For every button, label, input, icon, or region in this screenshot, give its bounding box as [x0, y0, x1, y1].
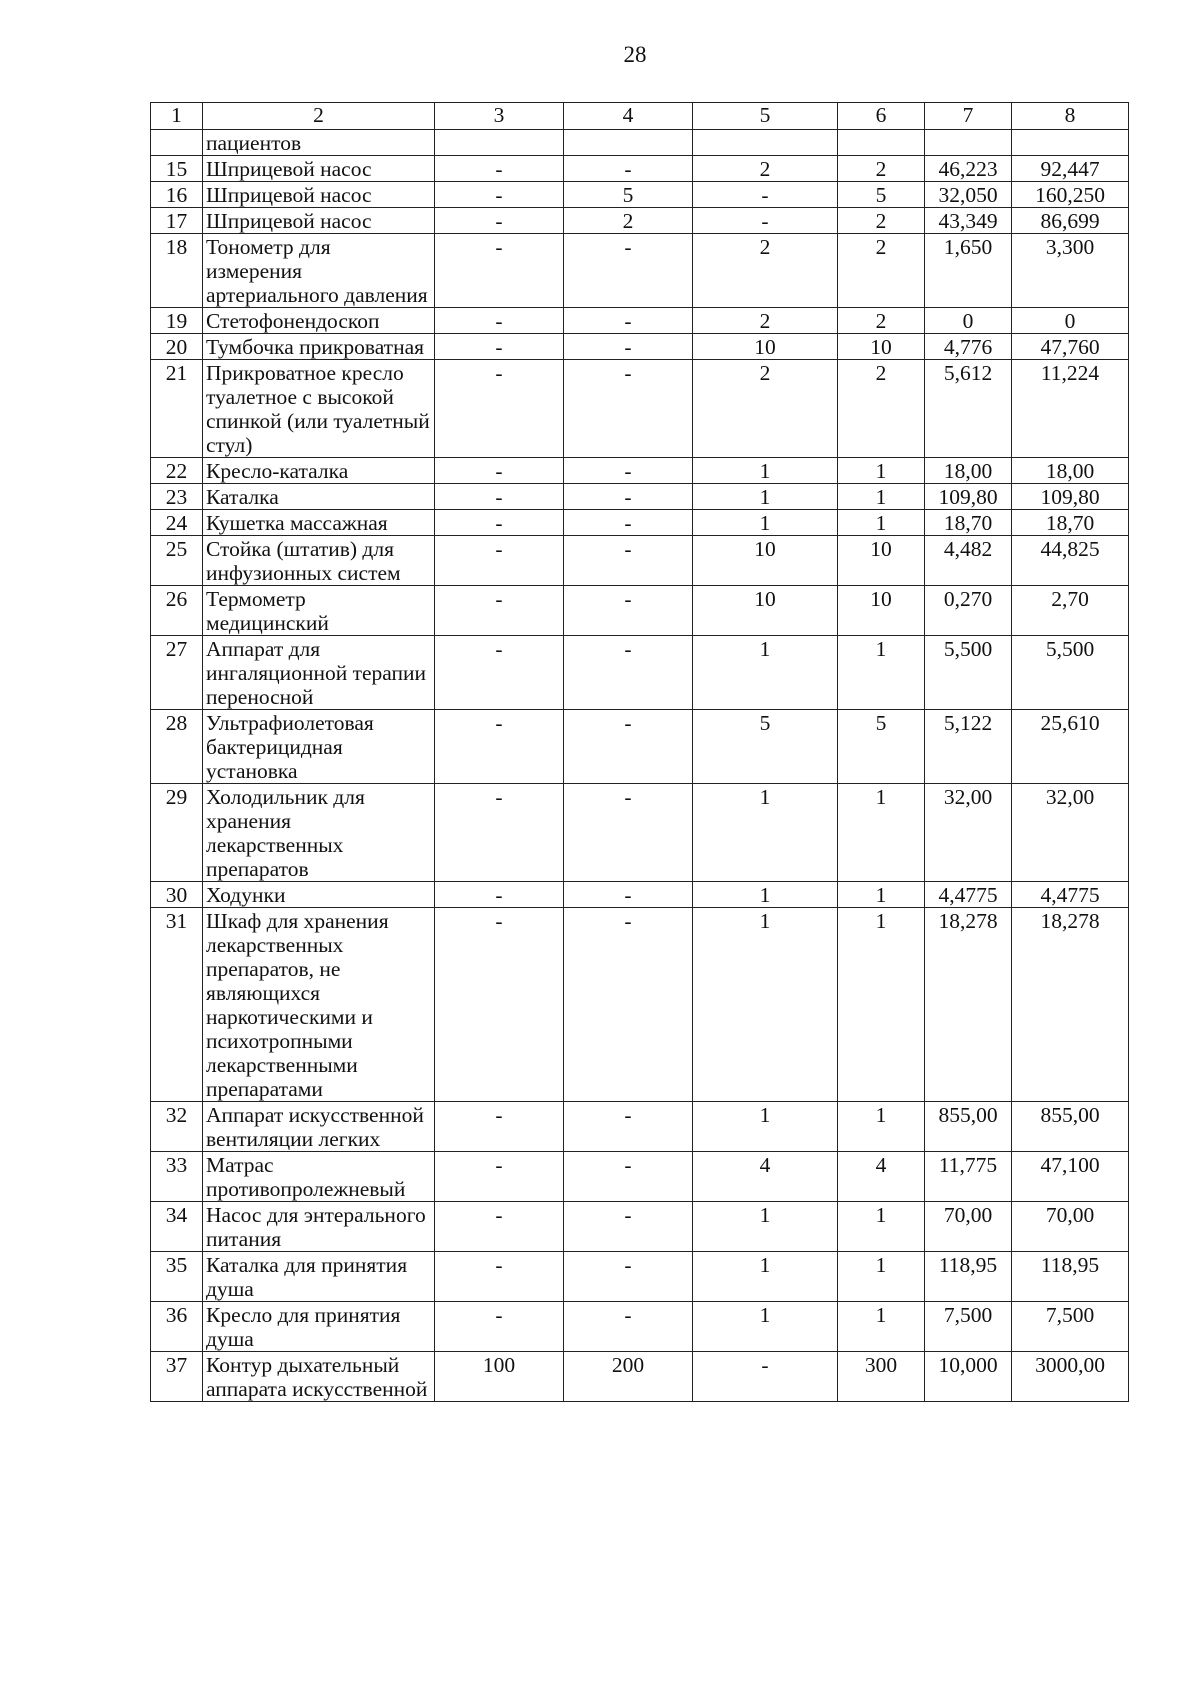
column-4-cell: -: [564, 234, 693, 308]
table-row: [151, 360, 1129, 458]
column-5-cell: 2: [693, 308, 838, 334]
column-4-cell: -: [564, 1202, 693, 1252]
column-3-cell: -: [435, 484, 564, 510]
column-4-cell: -: [564, 1102, 693, 1152]
column-3-cell: -: [435, 586, 564, 636]
column-8-cell: [1012, 130, 1129, 156]
item-name-cell: Насос для энтерального питания: [203, 1202, 435, 1252]
table-row: [151, 458, 1129, 484]
column-6-cell: 1: [838, 510, 925, 536]
column-7-cell: 32,00: [925, 784, 1012, 882]
column-8-cell: 92,447: [1012, 156, 1129, 182]
column-7-cell: 109,80: [925, 484, 1012, 510]
item-name-cell: Стетофонендоскоп: [203, 308, 435, 334]
column-header-4: 4: [564, 103, 693, 130]
item-name-cell: Аппарат для ингаляционной терапии переносной: [203, 636, 435, 710]
row-number-cell: 28: [151, 710, 203, 784]
column-6-cell: 5: [838, 182, 925, 208]
table-row: [151, 1352, 1129, 1402]
table-row: [151, 1152, 1129, 1202]
table-body: [151, 130, 1129, 1402]
table-row: [151, 208, 1129, 234]
column-7-cell: 70,00: [925, 1202, 1012, 1252]
row-number-cell: 24: [151, 510, 203, 536]
column-3-cell: -: [435, 536, 564, 586]
item-name-cell: Ходунки: [203, 882, 435, 908]
table-row: [151, 234, 1129, 308]
item-name-cell: Стойка (штатив) для инфузионных систем: [203, 536, 435, 586]
column-4-cell: -: [564, 1252, 693, 1302]
column-8-cell: 118,95: [1012, 1252, 1129, 1302]
column-8-cell: 3,300: [1012, 234, 1129, 308]
column-7-cell: 11,775: [925, 1152, 1012, 1202]
item-name-cell: Тонометр для измерения артериального давления: [203, 234, 435, 308]
row-number-cell: 21: [151, 360, 203, 458]
row-number-cell: 32: [151, 1102, 203, 1152]
row-number-cell: 23: [151, 484, 203, 510]
item-name-cell: Матрас противопролежневый: [203, 1152, 435, 1202]
column-7-cell: 18,70: [925, 510, 1012, 536]
column-8-cell: 86,699: [1012, 208, 1129, 234]
column-8-cell: 44,825: [1012, 536, 1129, 586]
column-7-cell: 10,000: [925, 1352, 1012, 1402]
column-5-cell: 10: [693, 334, 838, 360]
column-7-cell: 18,278: [925, 908, 1012, 1102]
table-row: [151, 710, 1129, 784]
column-5-cell: 4: [693, 1152, 838, 1202]
column-5-cell: 1: [693, 908, 838, 1102]
item-name-cell: Кресло-каталка: [203, 458, 435, 484]
column-8-cell: 32,00: [1012, 784, 1129, 882]
item-name-cell: Контур дыхательный аппарата искусственной: [203, 1352, 435, 1402]
table-row: [151, 636, 1129, 710]
column-6-cell: 2: [838, 208, 925, 234]
table-row: [151, 784, 1129, 882]
column-6-cell: 1: [838, 484, 925, 510]
column-6-cell: 10: [838, 334, 925, 360]
column-8-cell: 5,500: [1012, 636, 1129, 710]
column-6-cell: 5: [838, 710, 925, 784]
table-row: [151, 1302, 1129, 1352]
table-row: [151, 484, 1129, 510]
column-3-cell: -: [435, 908, 564, 1102]
column-header-6: 6: [838, 103, 925, 130]
equipment-table: [150, 102, 1129, 1402]
column-5-cell: 10: [693, 536, 838, 586]
column-4-cell: -: [564, 1152, 693, 1202]
item-name-cell: Шприцевой насос: [203, 208, 435, 234]
column-3-cell: -: [435, 1302, 564, 1352]
column-6-cell: 1: [838, 882, 925, 908]
column-5-cell: 2: [693, 234, 838, 308]
row-number-cell: 37: [151, 1352, 203, 1402]
item-name-cell: Ультрафиолетовая бактерицидная установка: [203, 710, 435, 784]
table-row: [151, 334, 1129, 360]
table-row: [151, 1202, 1129, 1252]
page-number: 28: [623, 42, 647, 67]
column-4-cell: -: [564, 510, 693, 536]
column-3-cell: -: [435, 510, 564, 536]
column-7-cell: 0: [925, 308, 1012, 334]
column-3-cell: -: [435, 208, 564, 234]
column-7-cell: [925, 130, 1012, 156]
table-row: [151, 510, 1129, 536]
column-8-cell: 18,278: [1012, 908, 1129, 1102]
row-number-cell: 27: [151, 636, 203, 710]
column-6-cell: 2: [838, 234, 925, 308]
column-5-cell: 2: [693, 156, 838, 182]
item-name-cell: Аппарат искусственной вентиляции легких: [203, 1102, 435, 1152]
row-number-cell: 34: [151, 1202, 203, 1252]
column-8-cell: 18,70: [1012, 510, 1129, 536]
column-6-cell: 10: [838, 536, 925, 586]
item-name-cell: Каталка для принятия душа: [203, 1252, 435, 1302]
column-3-cell: -: [435, 156, 564, 182]
column-6-cell: 2: [838, 308, 925, 334]
column-4-cell: -: [564, 908, 693, 1102]
table-row: [151, 908, 1129, 1102]
column-5-cell: -: [693, 182, 838, 208]
row-number-cell: 29: [151, 784, 203, 882]
table-row: [151, 536, 1129, 586]
column-5-cell: 1: [693, 1302, 838, 1352]
column-4-cell: -: [564, 710, 693, 784]
item-name-cell: Шприцевой насос: [203, 182, 435, 208]
column-4-cell: -: [564, 484, 693, 510]
column-7-cell: 32,050: [925, 182, 1012, 208]
column-8-cell: 2,70: [1012, 586, 1129, 636]
column-3-cell: -: [435, 1102, 564, 1152]
row-number-cell: 30: [151, 882, 203, 908]
column-7-cell: 4,776: [925, 334, 1012, 360]
column-7-cell: 118,95: [925, 1252, 1012, 1302]
column-4-cell: -: [564, 636, 693, 710]
column-3-cell: -: [435, 360, 564, 458]
row-number-cell: 18: [151, 234, 203, 308]
item-name-cell: Термометр медицинский: [203, 586, 435, 636]
column-5-cell: 1: [693, 636, 838, 710]
column-6-cell: 1: [838, 1202, 925, 1252]
column-3-cell: -: [435, 710, 564, 784]
row-number-cell: 16: [151, 182, 203, 208]
column-3-cell: -: [435, 1202, 564, 1252]
column-7-cell: 18,00: [925, 458, 1012, 484]
column-8-cell: 47,760: [1012, 334, 1129, 360]
column-5-cell: 1: [693, 458, 838, 484]
column-8-cell: 47,100: [1012, 1152, 1129, 1202]
column-4-cell: -: [564, 156, 693, 182]
column-3-cell: -: [435, 636, 564, 710]
column-8-cell: 0: [1012, 308, 1129, 334]
table-row: [151, 1102, 1129, 1152]
column-3-cell: [435, 130, 564, 156]
column-7-cell: 43,349: [925, 208, 1012, 234]
table-row: [151, 1252, 1129, 1302]
column-8-cell: 3000,00: [1012, 1352, 1129, 1402]
row-number-cell: 20: [151, 334, 203, 360]
table-row: [151, 156, 1129, 182]
row-number-cell: 31: [151, 908, 203, 1102]
column-3-cell: -: [435, 1252, 564, 1302]
row-number-cell: 36: [151, 1302, 203, 1352]
column-4-cell: [564, 130, 693, 156]
column-6-cell: 10: [838, 586, 925, 636]
row-number-cell: 19: [151, 308, 203, 334]
column-6-cell: 1: [838, 1252, 925, 1302]
column-7-cell: 7,500: [925, 1302, 1012, 1352]
column-3-cell: -: [435, 234, 564, 308]
column-8-cell: 160,250: [1012, 182, 1129, 208]
table-row: [151, 882, 1129, 908]
column-8-cell: 18,00: [1012, 458, 1129, 484]
column-3-cell: -: [435, 882, 564, 908]
table-header: [151, 103, 1129, 130]
row-number-cell: 25: [151, 536, 203, 586]
column-4-cell: -: [564, 586, 693, 636]
column-7-cell: 46,223: [925, 156, 1012, 182]
column-8-cell: 7,500: [1012, 1302, 1129, 1352]
column-3-cell: -: [435, 784, 564, 882]
column-6-cell: [838, 130, 925, 156]
column-3-cell: -: [435, 182, 564, 208]
column-5-cell: 2: [693, 360, 838, 458]
column-4-cell: -: [564, 334, 693, 360]
column-8-cell: 109,80: [1012, 484, 1129, 510]
column-5-cell: 1: [693, 784, 838, 882]
item-name-cell: Шкаф для хранения лекарственных препаратов, не являющихся наркотическими и психотропными лекарственными препаратами: [203, 908, 435, 1102]
column-6-cell: 2: [838, 360, 925, 458]
column-4-cell: -: [564, 360, 693, 458]
row-number-cell: 35: [151, 1252, 203, 1302]
column-5-cell: 1: [693, 1252, 838, 1302]
column-4-cell: -: [564, 1302, 693, 1352]
table-row: [151, 130, 1129, 156]
item-name-cell: пациентов: [203, 130, 435, 156]
column-3-cell: 100: [435, 1352, 564, 1402]
column-6-cell: 1: [838, 1102, 925, 1152]
column-8-cell: 70,00: [1012, 1202, 1129, 1252]
column-7-cell: 4,4775: [925, 882, 1012, 908]
column-6-cell: 300: [838, 1352, 925, 1402]
row-number-cell: 33: [151, 1152, 203, 1202]
column-7-cell: 4,482: [925, 536, 1012, 586]
column-5-cell: 1: [693, 510, 838, 536]
column-6-cell: 2: [838, 156, 925, 182]
column-6-cell: 1: [838, 784, 925, 882]
column-6-cell: 1: [838, 458, 925, 484]
column-3-cell: -: [435, 334, 564, 360]
row-number-cell: 17: [151, 208, 203, 234]
column-7-cell: 855,00: [925, 1102, 1012, 1152]
column-4-cell: -: [564, 882, 693, 908]
column-header-1: 1: [151, 103, 203, 130]
column-header-5: 5: [693, 103, 838, 130]
column-6-cell: 1: [838, 636, 925, 710]
table-row: [151, 586, 1129, 636]
column-5-cell: 1: [693, 882, 838, 908]
column-5-cell: 1: [693, 484, 838, 510]
column-7-cell: 5,612: [925, 360, 1012, 458]
column-4-cell: -: [564, 458, 693, 484]
table-row: [151, 308, 1129, 334]
column-8-cell: 4,4775: [1012, 882, 1129, 908]
column-3-cell: -: [435, 1152, 564, 1202]
column-4-cell: 2: [564, 208, 693, 234]
column-4-cell: -: [564, 308, 693, 334]
column-6-cell: 1: [838, 908, 925, 1102]
item-name-cell: Каталка: [203, 484, 435, 510]
column-5-cell: -: [693, 208, 838, 234]
column-header-2: 2: [203, 103, 435, 130]
column-4-cell: -: [564, 784, 693, 882]
column-8-cell: 25,610: [1012, 710, 1129, 784]
column-5-cell: 1: [693, 1102, 838, 1152]
column-7-cell: 5,122: [925, 710, 1012, 784]
row-number-cell: 26: [151, 586, 203, 636]
item-name-cell: Тумбочка прикроватная: [203, 334, 435, 360]
column-4-cell: 5: [564, 182, 693, 208]
column-7-cell: 0,270: [925, 586, 1012, 636]
column-3-cell: -: [435, 458, 564, 484]
row-number-cell: [151, 130, 203, 156]
column-5-cell: 5: [693, 710, 838, 784]
item-name-cell: Шприцевой насос: [203, 156, 435, 182]
column-4-cell: -: [564, 536, 693, 586]
column-7-cell: 5,500: [925, 636, 1012, 710]
table-row: [151, 182, 1129, 208]
header-row: [151, 103, 1129, 130]
column-8-cell: 11,224: [1012, 360, 1129, 458]
column-8-cell: 855,00: [1012, 1102, 1129, 1152]
row-number-cell: 22: [151, 458, 203, 484]
column-6-cell: 1: [838, 1302, 925, 1352]
column-3-cell: -: [435, 308, 564, 334]
column-header-3: 3: [435, 103, 564, 130]
item-name-cell: Кресло для принятия душа: [203, 1302, 435, 1352]
item-name-cell: Прикроватное кресло туалетное с высокой спинкой (или туалетный стул): [203, 360, 435, 458]
column-5-cell: -: [693, 1352, 838, 1402]
column-header-8: 8: [1012, 103, 1129, 130]
column-5-cell: 1: [693, 1202, 838, 1252]
column-7-cell: 1,650: [925, 234, 1012, 308]
column-5-cell: [693, 130, 838, 156]
column-5-cell: 10: [693, 586, 838, 636]
item-name-cell: Кушетка массажная: [203, 510, 435, 536]
column-6-cell: 4: [838, 1152, 925, 1202]
item-name-cell: Холодильник для хранения лекарственных препаратов: [203, 784, 435, 882]
column-4-cell: 200: [564, 1352, 693, 1402]
row-number-cell: 15: [151, 156, 203, 182]
column-header-7: 7: [925, 103, 1012, 130]
